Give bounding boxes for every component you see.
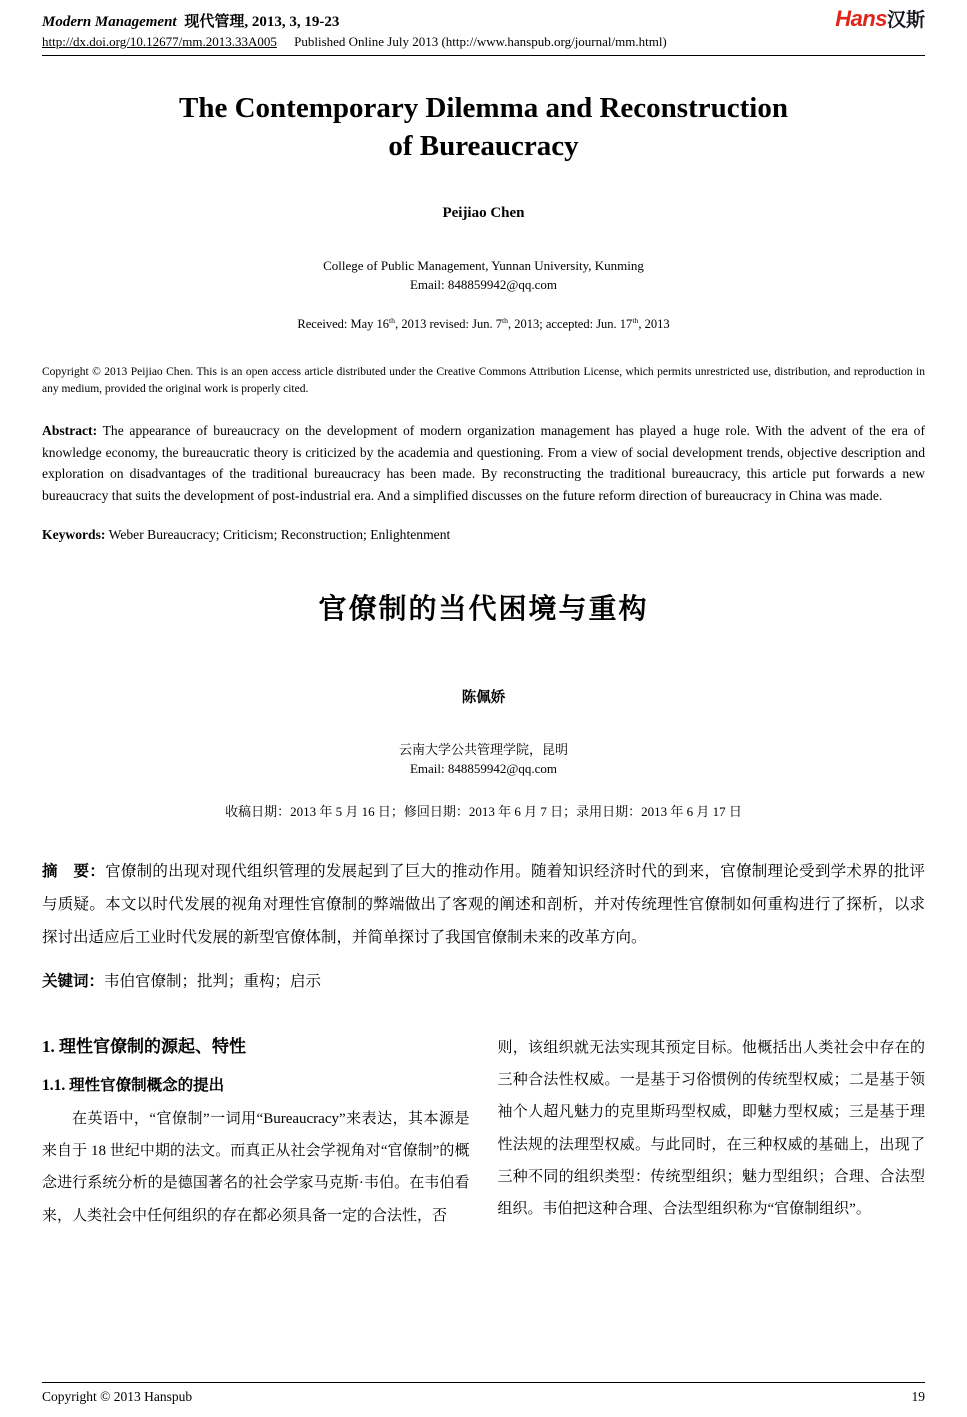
superscript-th: th [502,315,509,325]
article-title-cn: 官僚制的当代困境与重构 [318,593,649,625]
body-paragraph-right: 则，该组织就无法实现其预定目标。他概括出人类社会中存在的三种合法性权威。一是基于习俗惯例的传统型权威；二是基于领袖个人超凡魅力的克里斯玛型权威，即魅力型权威；三是基于理性法规的法理型权威。与此同时，在三种权威的基础上，出现了三种不同的组织类型：传统型组织；魅力型组织；合理、合法型组织。韦伯把这种合理、合法型组织称为“官僚制组织”。 [497,1039,925,1218]
keywords-text-cn: 韦伯官僚制；批判；重构；启示 [104,972,322,990]
journal-header [42,6,925,50]
abstract-en [42,420,925,507]
keywords-text-en: Weber Bureaucracy; Criticism; Reconstruction; Enlightenment [108,526,451,542]
hans-logo [835,6,925,30]
journal-citation [42,6,339,31]
footer-copyright: Copyright © 2013 Hanspub [42,1389,193,1404]
article-body [42,1024,925,1232]
right-column [498,1024,926,1232]
section-1-heading: 1. 理性官僚制的源起、特性 [42,1036,246,1056]
superscript-th: th [389,315,396,325]
author-email-en: Email: 848859942@qq.com [409,276,557,292]
abstract-label-en: Abstract: [42,422,98,438]
affiliation-block-cn [42,741,925,779]
footer-divider [42,1382,925,1383]
received-dates-cn: 收稿日期：2013 年 5 月 16 日；修回日期：2013 年 6 月 7 日；录用日期：2013 年 6 月 17 日 [225,803,742,819]
superscript-th: th [632,315,639,325]
journal-citation-cn: 现代管理, 2013, 3, 19-23 [184,14,340,30]
author-email-cn: Email: 848859942@qq.com [409,760,557,776]
received-dates-en: Received: May 16th, 2013 revised: Jun. 7th, 2013; accepted: Jun. 17th, 2013 [297,315,670,331]
publication-info-line [42,34,925,50]
affiliation-en: College of Public Management, Yunnan University, Kunming [323,258,644,274]
left-column [42,1024,470,1232]
article-title-en-line2: of Bureaucracy [388,129,579,162]
article-title-en [72,90,895,165]
header-divider [42,55,925,56]
page-footer [42,1382,925,1405]
abstract-text-cn: 官僚制的出现对现代组织管理的发展起到了巨大的推动作用。随着知识经济时代的到来，官僚制理论受到学术界的批评与质疑。本文以时代发展的视角对理性官僚制的弊端做出了客观的阐述和剖析，并对传统理性官僚制如何重构进行了探析，以求探讨出适应后工业时代发展的新型官僚体制，并简单探讨了我国官僚制未来的改革方向。 [42,862,925,947]
hans-logo-latin: Hans [835,6,887,31]
author-name-en: Peijiao Chen [442,205,525,222]
affiliation-block-en [42,257,925,293]
article-title-en-line1: The Contemporary Dilemma and Reconstruction [179,92,788,124]
body-paragraph-left: 在英语中，“官僚制”一词用“Bureaucracy”来表达，其本源是来自于 18 世纪中期的法文。而真正从社会学视角对“官僚制”的概念进行系统分析的是德国著名的社会学家马克斯·韦伯。在韦伯看来，人类社会中任何组织的存在都必须具备一定的合法性，否 [42,1110,470,1224]
keywords-label-en: Keywords: [42,526,106,542]
abstract-text-en: The appearance of bureaucracy on the development of modern organization management has played a huge role. With the advent of the era of knowledge economy, the bureaucratic theory is criticized by the academia and questioning. From a view of social development trends, objective description and exploration on disadvantages of the traditional bureaucracy has been made. By reconstructing the traditional bureaucracy, this article put forwards a new bureaucracy that suits the development of post-industrial era. And a simplified discusses on the future reform direction of bureaucracy in China was made. [42,422,925,503]
journal-title: Modern Management [42,14,177,30]
page-number: 19 [911,1389,925,1404]
copyright-notice: Copyright © 2013 Peijiao Chen. This is an open access article distributed under the Creative Commons Attribution License, which permits unrestricted use, distribution, and reproduction in any medium, provided the original work is properly cited. [42,366,925,396]
doi-link[interactable]: http://dx.doi.org/10.12677/mm.2013.33A005 [42,34,277,49]
keywords-en [42,527,925,543]
keywords-label-cn: 关键词： [42,972,105,990]
abstract-cn [42,855,925,955]
published-online-text: Published Online July 2013 (http://www.hanspub.org/journal/mm.html) [294,34,667,49]
affiliation-cn: 云南大学公共管理学院，昆明 [398,742,568,757]
author-name-cn: 陈佩娇 [461,689,506,706]
abstract-label-cn: 摘 要： [42,862,106,880]
keywords-cn [42,965,925,998]
hans-logo-cn: 汉斯 [886,10,925,31]
section-1-1-heading: 1.1. 理性官僚制概念的提出 [42,1076,225,1094]
